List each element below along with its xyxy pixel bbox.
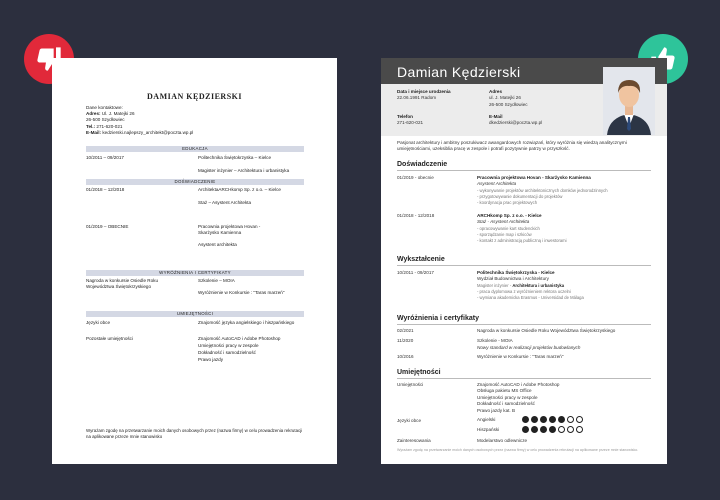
phone-value: 271-620-021 [397, 120, 424, 126]
edu-school: Politechnika Świętokrzyska - Kielce [477, 270, 555, 275]
exp-date: 01/2018 - 12/2018 [397, 213, 435, 218]
interests-value: Modelarstwo odlewnicze [477, 438, 528, 443]
email-label: E-Mail [489, 114, 503, 119]
edu-degree-prefix: Magister inżynier - [477, 282, 512, 288]
level-dot [558, 416, 565, 423]
exp-text: Staż – Asystent Architekta [198, 200, 252, 205]
exp-entry [477, 175, 652, 205]
dob-label: Data i miejsce urodzenia [397, 89, 451, 94]
section-experience: DOŚWIADCZENIE [86, 179, 304, 185]
exp-role: Asystent Architekta [477, 181, 517, 187]
language-name: Hiszpański [477, 426, 500, 432]
skill-item: Obsługa pakietu MS Office [477, 388, 532, 394]
divider [397, 170, 651, 171]
address-line-2: 26-500 Szydłowiec [86, 117, 125, 123]
skill-text: Znajomość AutoCAD i Adobe Photoshop [198, 336, 281, 341]
award-text: Nagroda w konkursie Osiedle Roku Województwa Świętokrzyskiego [477, 328, 616, 333]
skill-date: Pozostałe umiejętności [86, 336, 133, 341]
level-dot [531, 416, 538, 423]
phone-label: Tel.: [86, 123, 96, 129]
language-name: Angielski [477, 416, 496, 422]
skill-item: Umiejętności pracy w zespole [477, 394, 538, 400]
skill-item: Znajomość AutoCAD i Adobe Photoshop [477, 382, 560, 387]
languages-label: Języki obce [397, 418, 422, 423]
skill-item: Prawo jazdy kat. B [477, 407, 516, 413]
level-dot [522, 426, 529, 433]
level-dot [576, 416, 583, 423]
award-date: Nagroda w konkursie Osiedle Roku Województwa Świętokrzyskiego [86, 278, 159, 290]
edu-entry [477, 270, 652, 300]
skill-text: Znajomość języka angielskiego i hiszpańskiego [198, 320, 295, 325]
skill-text: Dokładność i samodzielność [198, 350, 256, 355]
award-text: Szkolenie - MOIA [477, 338, 513, 343]
section-awards: WYRÓŻNIENIA I CERTYFIKATY [86, 270, 304, 276]
level-dot [549, 426, 556, 433]
address-label: Adres: [86, 111, 101, 117]
interests-label: Zainteresowania [397, 438, 431, 443]
exp-bullet: - kontakt z administracją publiczną i inwestorami [477, 237, 567, 243]
award-text: Nowy standard w realizacji projektów budowlanych [477, 345, 581, 350]
phone-label: Telefon [397, 114, 413, 119]
level-dot [567, 426, 574, 433]
edu-bullet: - praca dyplomowa z wyróżnieniem rektora uczelni [477, 288, 571, 294]
level-dot [558, 426, 565, 433]
exp-text: Pracownia projektowa Hovan - Skarżysko Kamienna [198, 224, 261, 236]
address-label: Adres [489, 89, 503, 94]
level-dot [540, 416, 547, 423]
divider [397, 378, 651, 379]
skill-text: Prawo jazdy [198, 357, 224, 362]
edu-bullet: - wymiana akademicka Erasmus - Universidad de Málaga [477, 294, 584, 300]
language-level [522, 426, 583, 433]
divider [397, 265, 651, 266]
heading-awards: Wyróżnienia i certyfikaty [397, 315, 479, 322]
address-value: Ul. J. Matejki 26 [101, 111, 135, 117]
award-text: Wyróżnienie w Konkursie : "Taras marzeń" [477, 354, 564, 359]
summary-text: Pasjonat architektury i ambitny poszukiwacz awangardowych rozwiązań, który wyróżnia się wiedzą analitycznymi umiejętnościami, uzeksiblia pracę w zespole i potrafi pozytywnie patrzy w przyszłość. [397, 140, 627, 152]
skill-item: Dokładność i samodzielność [477, 401, 535, 407]
exp-text: ArchitektaARCHkomp Sp. z o.o. – Kielce [198, 187, 281, 192]
cv-name: Damian Kędzierski [397, 64, 521, 80]
address-block [489, 89, 528, 108]
exp-company: ARCHkomp Sp. z o.o. - Kielce [477, 213, 542, 218]
consent-clause: Wyrażam zgodę na przetwarzanie moich danych osobowych przez (nazwa firmy) w celu prowadzenia rekrutacji na aplikowane przeze mnie stanowisko. [397, 448, 639, 452]
exp-bullet: - sporządzanie map i szkiców [477, 231, 532, 237]
dob-block [397, 89, 451, 102]
language-row [477, 416, 652, 423]
exp-text: Asystent architekta [198, 242, 237, 247]
level-dot [576, 426, 583, 433]
exp-date: 01/2018 – 12/2018 [86, 187, 125, 192]
award-text: Wyróżnienie w Konkursie : "Taras marzeń" [198, 290, 285, 295]
edu-degree-field: Architektura i urbanistyka [512, 282, 565, 288]
award-date: 10/2016 [397, 354, 414, 359]
divider [397, 324, 651, 325]
section-skills: UMIEJĘTNOŚCI [86, 311, 304, 317]
level-dot [567, 416, 574, 423]
dob-value: 22.06.1991 Radom [397, 95, 437, 101]
email-value: kedzierski.najlepszy_architekt@poczta.wp.pl [102, 129, 194, 135]
language-row [477, 426, 652, 433]
edu-text: Magister inżynier – Architektura i urbanistyka [198, 168, 290, 173]
good-cv-document [381, 58, 667, 464]
edu-date: 10/2011 - 09/2017 [397, 270, 434, 275]
address-line-2: 26-500 Szydłowiec [489, 101, 528, 107]
exp-bullet: - opracowywanie kart studenckich [477, 225, 540, 231]
exp-bullet: - przygotowywanie dokumentacji do projektów [477, 193, 563, 199]
exp-role: Staż - Asystent Architekta [477, 219, 530, 225]
edu-text: Politechnika Świętokrzyska – Kielce [198, 155, 272, 160]
edu-faculty: Wydział Budownictwa i Architektury [477, 276, 549, 282]
exp-bullet: - koordynacja prac projektowych [477, 199, 538, 205]
level-dot [531, 426, 538, 433]
phone-value: 271-620-021 [96, 123, 123, 129]
skill-date: Języki obce [86, 320, 111, 325]
award-date: 11/2020 [397, 338, 414, 343]
language-level [522, 416, 583, 423]
skills-list [477, 382, 652, 414]
exp-date: 01/2019 – OBECNIE [86, 224, 129, 229]
cv-name: DAMIAN KĘDZIERSKI [147, 92, 242, 101]
exp-company: Pracownia projektowa Hovan - Skarżysko Kamienna [477, 175, 591, 180]
profile-photo [603, 67, 655, 135]
award-text: Szkolenie – MOIA [198, 278, 235, 283]
section-education: EDUKACJA [86, 146, 304, 152]
email-line [86, 130, 286, 136]
portrait-image [603, 67, 655, 135]
skills-label: Umiejętności [397, 382, 424, 387]
exp-entry [477, 213, 652, 243]
edu-date: 10/2011 – 09/2017 [86, 155, 124, 160]
skill-text: Umiejętności pracy w zespole [198, 343, 259, 348]
level-dot [549, 416, 556, 423]
level-dot [522, 416, 529, 423]
exp-bullet: - wykonywanie projektów architektonicznych domków jednorodzinnych [477, 187, 608, 193]
heading-experience: Doświadczenie [397, 161, 448, 168]
contact-heading: Dane kontaktowe: [86, 105, 123, 110]
email-label: E-Mail: [86, 129, 102, 135]
level-dot [540, 426, 547, 433]
award-date: 02/2021 [397, 328, 414, 333]
bad-cv-document [52, 58, 337, 464]
heading-education: Wykształcenie [397, 256, 445, 263]
address-line-1: ul. J. Matejki 26 [489, 95, 521, 101]
phone-block [397, 114, 423, 127]
email-value: dkedzierski@poczta.wp.pl [489, 120, 543, 126]
contact-block [86, 105, 286, 136]
email-block [489, 114, 542, 127]
heading-skills: Umiejętności [397, 369, 441, 376]
consent-clause: Wyrażam zgodę na przetwarzanie moich danych osobowych przez (nazwa firmy) w celu prowadzenia rekrutacji na aplikowane przeze mnie stanowisko [86, 428, 303, 439]
exp-date: 01/2019 - obecnie [397, 175, 434, 180]
